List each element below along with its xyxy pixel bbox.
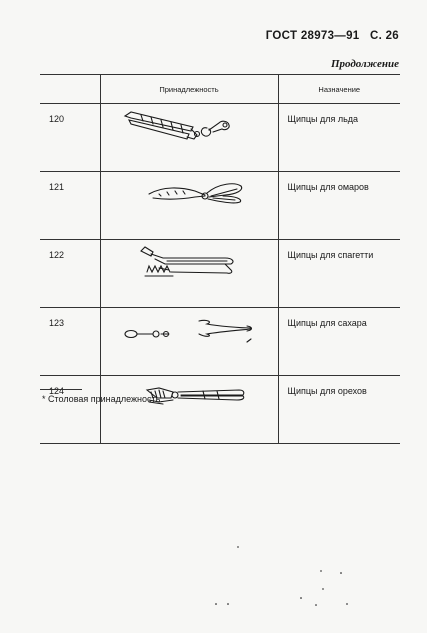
page-header [266, 30, 399, 42]
row-number: 121 [40, 172, 100, 240]
purpose-text: Щипцы для сахара [278, 308, 400, 376]
accessory-drawing-cell [100, 376, 278, 444]
scan-speck [215, 603, 217, 605]
continuation-label: Продолжение [330, 58, 399, 70]
row-number: 122 [40, 240, 100, 308]
table-row [40, 104, 400, 172]
table-header-row [40, 75, 400, 104]
purpose-text: Щипцы для орехов [278, 376, 400, 444]
lobster-crackers-icon [101, 172, 279, 229]
row-number: 123 [40, 308, 100, 376]
accessories-table [40, 74, 400, 444]
scan-speck [227, 603, 229, 605]
scan-speck [237, 546, 239, 548]
table-row [40, 376, 400, 444]
column-header-accessory: Принадлежность [100, 75, 278, 104]
table-row [40, 308, 400, 376]
purpose-text: Щипцы для омаров [278, 172, 400, 240]
column-header-number [40, 75, 100, 104]
purpose-text: Щипцы для спагетти [278, 240, 400, 308]
footnote-rule [40, 389, 82, 390]
column-header-purpose: Назначение [278, 75, 400, 104]
scan-speck [315, 604, 317, 606]
accessory-drawing-cell [100, 308, 278, 376]
accessory-drawing-cell [100, 172, 278, 240]
accessory-drawing-cell [100, 104, 278, 172]
footnote: * Столовая принадлежность. [42, 394, 163, 404]
scan-speck [340, 572, 342, 574]
scan-speck [322, 588, 324, 590]
ice-tongs-icon [101, 104, 279, 161]
table-row [40, 240, 400, 308]
row-number: 120 [40, 104, 100, 172]
purpose-text: Щипцы для льда [278, 104, 400, 172]
standard-number: ГОСТ 28973—91 [265, 30, 360, 42]
scan-speck [320, 570, 322, 572]
table-row [40, 172, 400, 240]
nutcracker-icon [101, 376, 279, 433]
sugar-tongs-icon [101, 308, 279, 365]
spaghetti-tongs-icon [101, 240, 279, 297]
scan-speck [300, 597, 302, 599]
row-number: 124 [40, 376, 100, 444]
accessory-drawing-cell [100, 240, 278, 308]
page-number: С. 26 [370, 30, 399, 42]
scan-speck [346, 603, 348, 605]
